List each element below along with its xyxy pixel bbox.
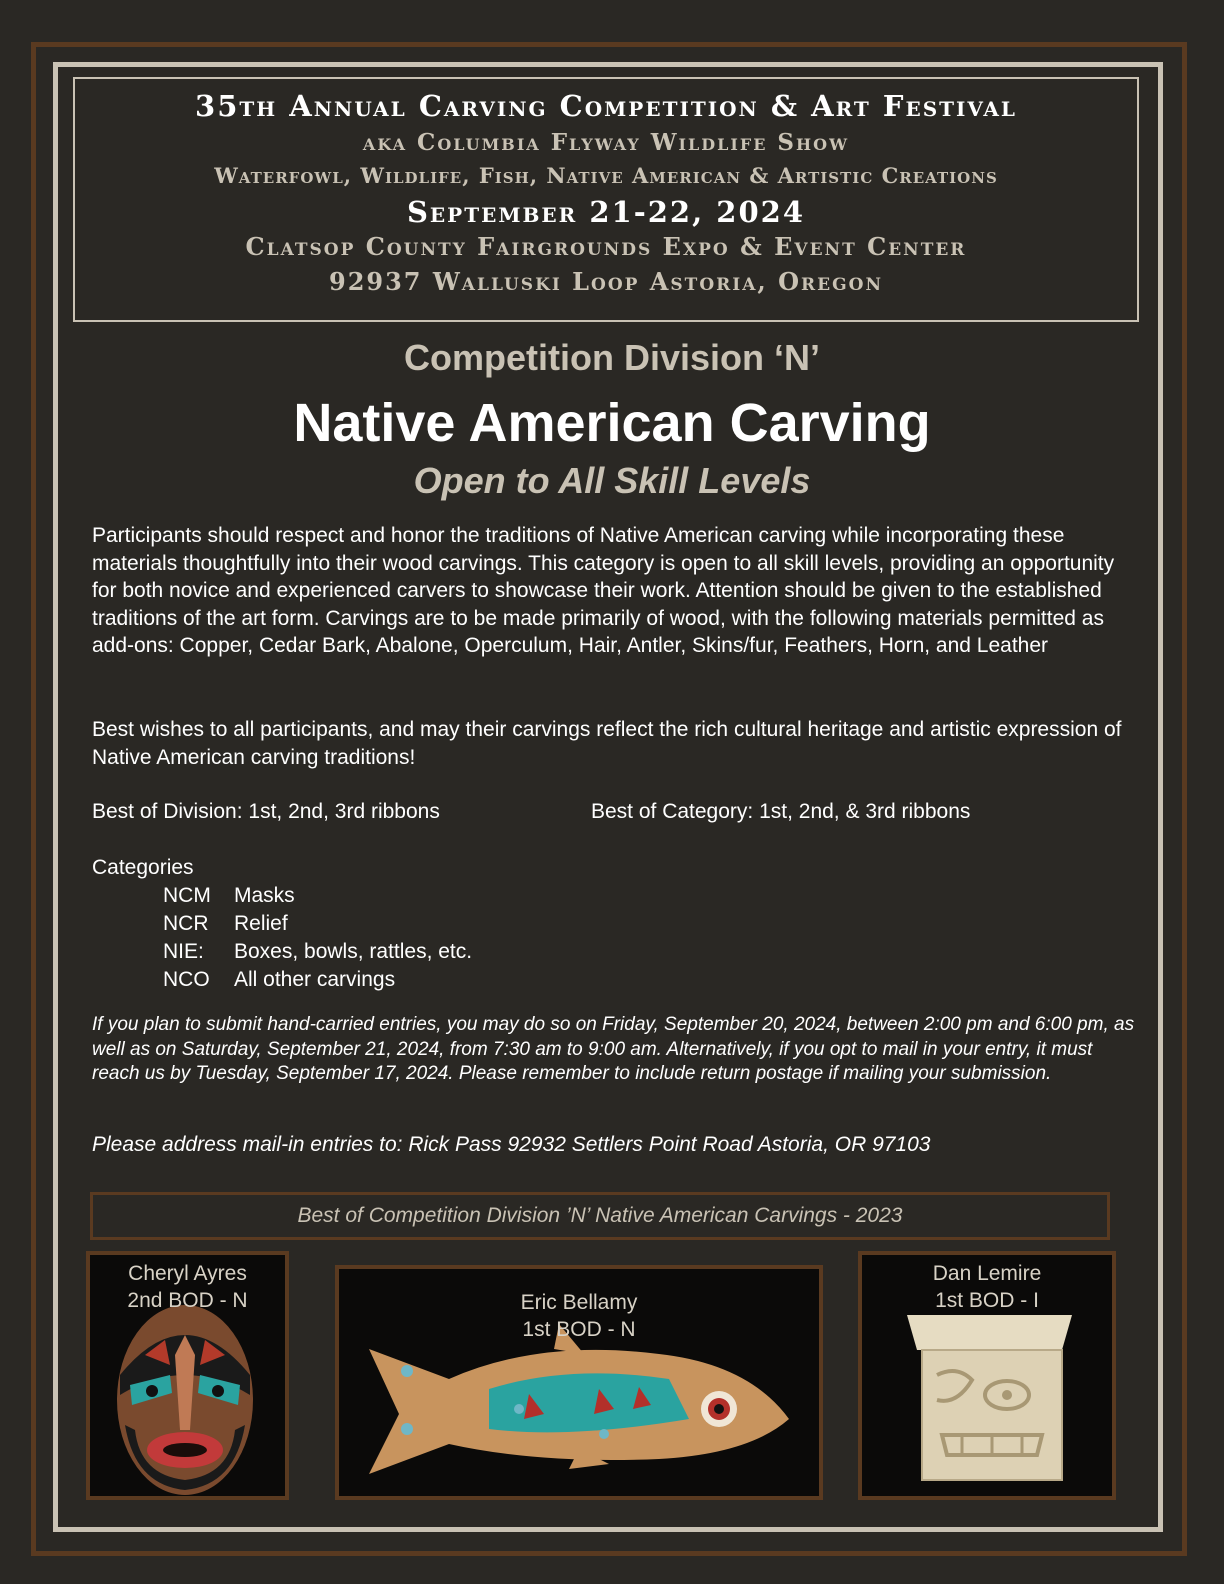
event-aka: aka Columbia Flyway Wildlife Show	[362, 129, 850, 156]
event-address: 92937 Walluski Loop Astoria, Oregon	[329, 267, 883, 296]
photo-caption-name: Eric Bellamy	[520, 1291, 638, 1314]
category-label: Relief	[234, 912, 288, 935]
page-subtitle: Open to All Skill Levels	[413, 460, 811, 501]
category-item	[163, 884, 295, 908]
category-code: NCR	[163, 912, 209, 935]
wishes-paragraph: Best wishes to all participants, and may their carvings reflect the rich cultural heritage and artistic expression of Native American carving traditions!	[92, 718, 1122, 769]
category-label: All other carvings	[234, 968, 396, 991]
event-header	[73, 77, 1139, 322]
photo-caption-award: 1st BOD - I	[935, 1289, 1039, 1312]
category-label: Masks	[234, 884, 295, 907]
mail-address: Please address mail-in entries to: Rick Pass 92932 Settlers Point Road Astoria, OR 97103	[92, 1133, 931, 1156]
entry-info: If you plan to submit hand-carried entries, you may do so on Friday, September 20, 2024, between 2:00 pm and 6:00 pm, as well as on Saturday, September 21, 2024, from 7:30 am to 9:00 am. Alternatively, if you opt to mail in your entry, it must reach us by Tuesday, September 17, 2024. Please remember to include return postage if mailing your submission.	[92, 1014, 1135, 1084]
category-item	[163, 912, 288, 936]
photo-caption-award: 1st BOD - N	[522, 1318, 636, 1341]
category-code: NCM	[163, 884, 211, 907]
category-code: NIE:	[163, 940, 204, 963]
photo-mask	[86, 1251, 289, 1500]
page-title: Native American Carving	[293, 393, 931, 453]
event-title: 35th Annual Carving Competition & Art Festival	[195, 89, 1017, 123]
photo-caption-award: 2nd BOD - N	[127, 1289, 248, 1312]
event-venue: Clatsop County Fairgrounds Expo & Event Center	[245, 232, 967, 261]
categories-heading: Categories	[92, 856, 194, 879]
category-code: NCO	[163, 968, 210, 991]
division-heading: Competition Division ‘N’	[403, 337, 820, 378]
photo-box	[858, 1251, 1116, 1500]
category-item	[163, 968, 395, 992]
category-ribbons: Best of Category: 1st, 2nd, & 3rd ribbons	[591, 800, 971, 823]
category-label: Boxes, bowls, rattles, etc.	[234, 940, 473, 963]
best-of-banner: Best of Competition Division ’N’ Native American Carvings - 2023	[90, 1192, 1110, 1240]
photo-fish	[335, 1265, 823, 1500]
category-item	[163, 940, 472, 964]
description-paragraph: Participants should respect and honor the traditions of Native American carving while incorporating these materials thoughtfully into their wood carvings. This category is open to all skill levels, providing an opportunity for both novice and experienced carvers to showcase their work. Attention should be given to the established traditions of the art form. Carvings are to be made primarily of wood, with the following materials permitted as add-ons: Copper, Cedar Bark, Abalone, Operculum, Hair, Antler, Skins/fur, Feathers, Horn, and Leather	[92, 524, 1115, 657]
division-ribbons: Best of Division: 1st, 2nd, 3rd ribbons	[92, 800, 440, 823]
photo-caption-name: Cheryl Ayres	[128, 1262, 247, 1285]
event-subjects: Waterfowl, Wildlife, Fish, Native American & Artistic Creations	[214, 163, 998, 188]
photo-caption-name: Dan Lemire	[932, 1262, 1042, 1285]
event-date: September 21-22, 2024	[406, 195, 805, 229]
